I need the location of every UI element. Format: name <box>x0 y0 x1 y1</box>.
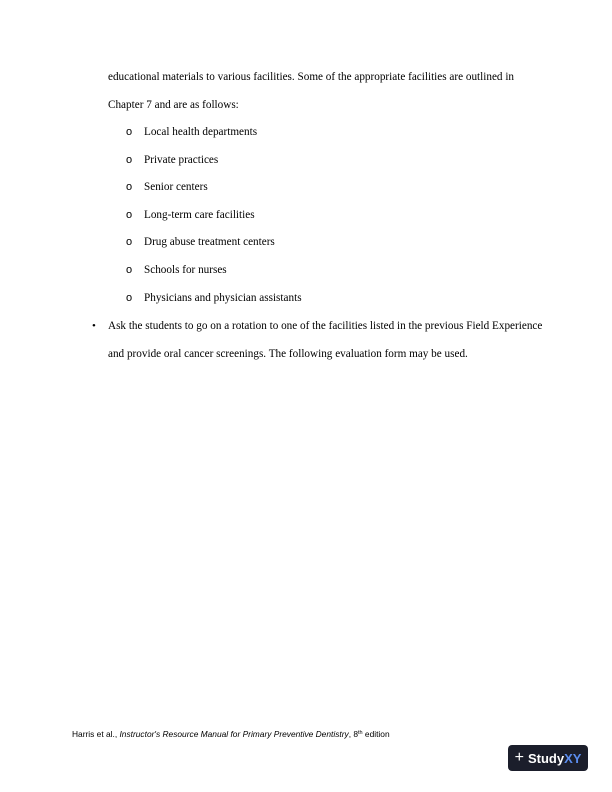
page-footer <box>72 729 390 739</box>
footer-edition-label: edition <box>362 729 390 739</box>
sub-bullet-marker: o <box>126 236 133 249</box>
list-item <box>126 285 302 313</box>
footer-authors: Harris et al., <box>72 729 120 739</box>
sub-bullet-marker: o <box>126 126 133 138</box>
rotation-bullet <box>92 313 548 368</box>
studyxy-logo[interactable] <box>508 745 588 771</box>
list-item <box>126 229 302 257</box>
brand-name-primary: Study <box>527 750 565 766</box>
list-item <box>126 147 302 175</box>
plus-icon: + <box>514 749 524 766</box>
brand-name-suffix: XY <box>564 750 582 766</box>
brand-name <box>528 751 581 766</box>
facility-label: Drug abuse treatment centers <box>144 236 275 249</box>
facility-label: Schools for nurses <box>144 263 227 276</box>
facility-label: Local health departments <box>144 126 258 138</box>
intro-paragraph: educational materials to various facilities. Some of the appropriate facilities are outlined in Chapter 7 and are as follows: <box>108 71 515 111</box>
bullet-marker: • <box>92 320 96 332</box>
rotation-bullet-text: Ask the students to go on a rotation to one of the facilities listed in the previous Field Experience and provide oral cancer screenings. The following evaluation form may be used. <box>108 320 543 360</box>
sub-bullet-marker: o <box>126 291 133 304</box>
facility-label: Physicians and physician assistants <box>144 291 302 304</box>
footer-edition-suffix: th <box>358 730 363 736</box>
facility-label: Long-term care facilities <box>144 208 255 221</box>
sub-bullet-marker: o <box>126 153 133 166</box>
sub-bullet-marker: o <box>126 263 133 276</box>
footer-book-title: Instructor's Resource Manual for Primary Preventive Dentistry <box>119 729 349 739</box>
facilities-list <box>126 119 302 312</box>
facility-label: Senior centers <box>144 181 208 194</box>
list-item <box>126 202 302 230</box>
list-item <box>126 257 302 285</box>
sub-bullet-marker: o <box>126 208 133 221</box>
list-item <box>126 119 302 147</box>
facility-label: Private practices <box>144 153 219 166</box>
footer-edition-number: , 8 <box>348 729 358 739</box>
sub-bullet-marker: o <box>126 181 133 194</box>
list-item <box>126 174 302 202</box>
